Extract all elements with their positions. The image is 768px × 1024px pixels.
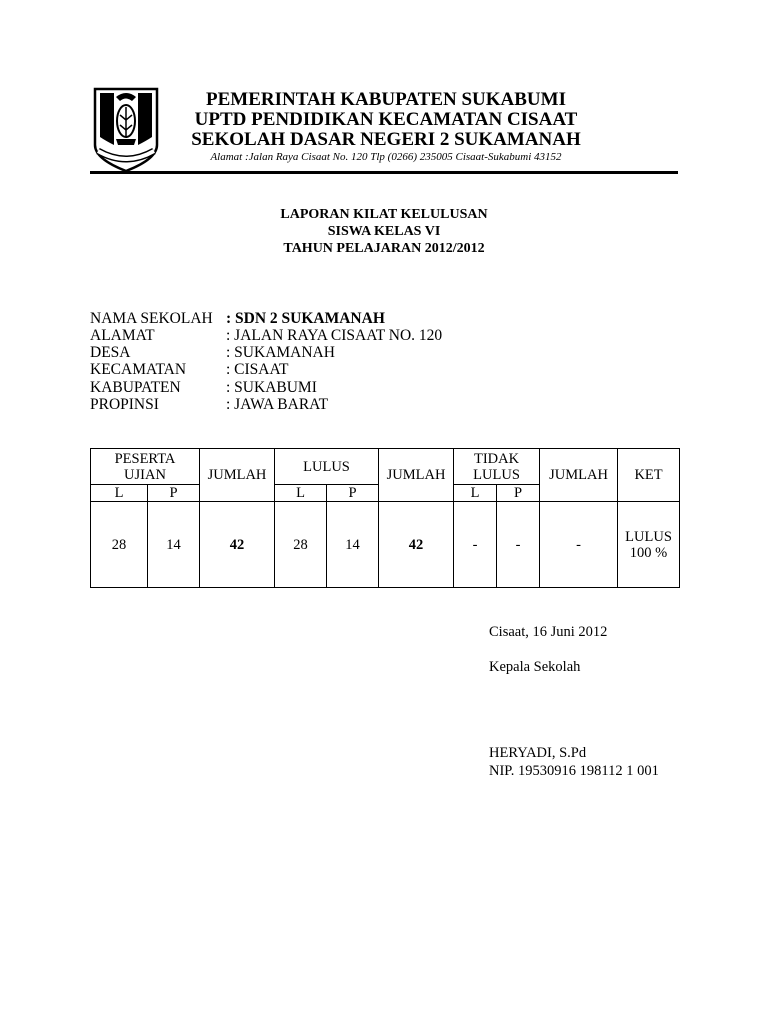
header-jumlah-tidak-lulus: JUMLAH (540, 449, 618, 502)
info-label-school-name: NAMA SEKOLAH (90, 310, 213, 327)
graduation-table (90, 448, 680, 588)
letterhead-divider (90, 171, 678, 174)
letterhead-address: Alamat :Jalan Raya Cisaat No. 120 Tlp (0266) 235005 Cisaat-Sukabumi 43152 (210, 151, 562, 163)
cell-lulus-l: 28 (275, 502, 327, 588)
cell-tidak-p: - (497, 502, 540, 588)
header-tidak-l: L (454, 485, 497, 502)
cell-jumlah-peserta: 42 (200, 502, 275, 588)
header-peserta-line2: UJIAN (124, 466, 166, 483)
header-lulus: LULUS (275, 449, 379, 485)
info-label-village: DESA (90, 344, 131, 361)
header-jumlah-peserta: JUMLAH (200, 449, 275, 502)
cell-ket-line2: 100 % (629, 544, 668, 561)
cell-jumlah-tidak: - (540, 502, 618, 588)
letterhead-office-line: UPTD PENDIDIKAN KECAMATAN CISAAT (194, 109, 578, 130)
info-value-address: : JALAN RAYA CISAAT NO. 120 (226, 327, 443, 344)
school-logo-emblem (92, 87, 160, 173)
info-value-village: : SUKAMANAH (226, 344, 335, 361)
info-label-province: PROPINSI (90, 396, 159, 413)
header-tidak-line1: TIDAK (473, 450, 520, 467)
header-peserta-p: P (148, 485, 200, 502)
info-value-province: : JAWA BARAT (226, 396, 329, 413)
cell-lulus-p: 14 (327, 502, 379, 588)
cell-ket (618, 502, 680, 588)
header-ket: KET (618, 449, 680, 502)
info-value-school-name: : SDN 2 SUKAMANAH (226, 310, 385, 327)
info-label-regency: KABUPATEN (90, 379, 181, 396)
header-lulus-p: P (327, 485, 379, 502)
letterhead-school-line: SEKOLAH DASAR NEGERI 2 SUKAMANAH (191, 129, 581, 150)
cell-tidak-l: - (454, 502, 497, 588)
signature-place-date: Cisaat, 16 Juni 2012 (489, 624, 608, 640)
report-title: LAPORAN KILAT KELULUSAN (280, 207, 488, 222)
header-tidak-line2: LULUS (473, 466, 520, 483)
info-value-regency: : SUKABUMI (226, 379, 317, 396)
signature-nip: NIP. 19530916 198112 1 001 (489, 763, 659, 779)
cell-jumlah-lulus: 42 (379, 502, 454, 588)
header-peserta-line1: PESERTA (114, 450, 176, 467)
header-lulus-l: L (275, 485, 327, 502)
letterhead-government-line: PEMERINTAH KABUPATEN SUKABUMI (206, 89, 566, 110)
cell-ket-line1: LULUS (625, 528, 672, 545)
table-row (91, 502, 680, 588)
report-subtitle-class: SISWA KELAS VI (327, 224, 441, 239)
info-label-address: ALAMAT (90, 327, 155, 344)
info-label-district: KECAMATAN (90, 361, 187, 378)
header-peserta-l: L (91, 485, 148, 502)
report-subtitle-year: TAHUN PELAJARAN 2012/2012 (283, 241, 485, 256)
cell-peserta-l: 28 (91, 502, 148, 588)
info-value-district: : CISAAT (226, 361, 289, 378)
header-jumlah-lulus: JUMLAH (379, 449, 454, 502)
header-peserta-ujian (91, 449, 200, 485)
signature-position: Kepala Sekolah (489, 659, 581, 675)
cell-peserta-p: 14 (148, 502, 200, 588)
header-tidak-p: P (497, 485, 540, 502)
signature-name: HERYADI, S.Pd (489, 745, 587, 761)
header-tidak-lulus (454, 449, 540, 485)
